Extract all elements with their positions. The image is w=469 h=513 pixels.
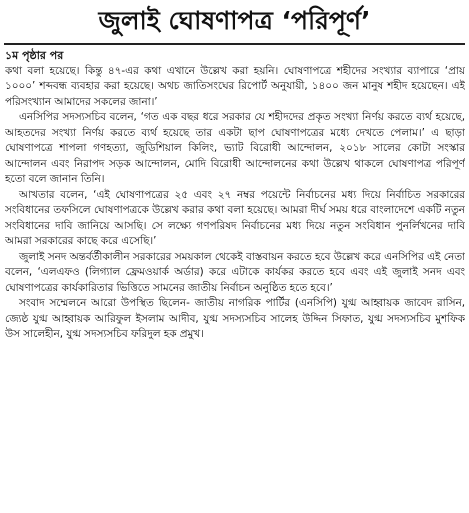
article-headline: জুলাই ঘোষণাপত্র ‘পরিপূর্ণ’ [98,6,371,35]
headline-divider [4,43,465,45]
article-paragraph-2: এনসিপির সদস্যসচিব বলেন, ‘গত এক বছর ধরে সরকার যে শহীদদের প্রকৃত সংখ্যা নির্ণয় করতে ব্যর্থ হয়েছে, আহতদের সংখ্যা নির্ণয় করতে ব্যর্থ হয়েছে তার একটা ছাপ ঘোষণাপত্রের মধ্যে দেখতে পেলাম।’ এ ছাড়া ঘোষণাপত্রে শাপলা গণহত্যা, জুডিশিয়াল কিলিং, ভ্যাট বিরোধী আন্দোলন, ২০১৮ সালের কোটা সংস্কার আন্দোলন এবং নিরাপদ সড়ক আন্দোলন, মোদি বিরোধী আন্দোলনের কথা উল্লেখ থাকলে ঘোষণাপত্র পরিপূর্ণ হতো বলে জানান তিনি। [5,111,465,185]
article-paragraph-5: সংবাদ সম্মেলনে আরো উপস্থিত ছিলেন- জাতীয় নাগরিক পার্টির (এনসিপি) যুগ্ম আহ্বায়ক জাবেদ রাসিন, জ্যেষ্ঠ যুগ্ম আহ্বায়ক আরিফুল ইসলাম আদীব, যুগ্ম সদস্যসচিব সালেহ উদ্দিন সিফাত, যুগ্ম সদস্যসচিব মুশফিক উস সালেহীন, যুগ্ম সদস্যসচিব ফরিদুল হক প্রমুখ। [5,297,465,340]
article-paragraph-3: আখতার বলেন, ‘এই ঘোষণাপত্রের ২৫ এবং ২৭ নম্বর পয়েন্টে নির্বাচনের মধ্য দিয়ে নির্বাচিত সরকারের সংবিধানের তফসিলে ঘোষণাপত্রকে উল্লেখ করার কথা বলা হয়েছে। আমরা দীর্ঘ সময় ধরে বাংলাদেশে একটি নতুন সংবিধানের দাবি জানিয়ে আসছি। সে লক্ষ্যে গণপরিষদ নির্বাচনের মধ্য দিয়ে নতুন সংবিধান পুনর্লিখনের দাবি আমরা সরকারের কাছে করে এসেছি।’ [5,188,465,247]
continuation-label: ১ম পৃষ্ঠার পর [5,49,64,62]
article-paragraph-1: কথা বলা হয়েছে। কিন্তু ৪৭-এর কথা এখানে উল্লেখ করা হয়নি। ঘোষণাপত্রে শহীদের সংখ্যার ব্যাপারে ‘প্রায় ১০০০’ শব্দবন্ধ ব্যবহার করা হয়েছে। অথচ জাতিসংঘের রিপোর্ট অনুযায়ী, ১৪০০ জন মানুষ শহীদ হয়েছেন। এই পরিসংখ্যান আমাদের সকলের জানা।’ [5,64,465,108]
article-body [5,48,465,508]
article-paragraph-4: জুলাই সনদ অন্তর্বর্তীকালীন সরকারের সময়কাল থেকেই বাস্তবায়ন করতে হবে উল্লেখ করে এনসিপির এই নেতা বলেন, ‘এলএফও (লিগ্যাল ফ্রেমওয়ার্ক অর্ডার) করে এটাকে কার্যকর করতে হবে এবং এই জুলাই সনদ এবং ঘোষণাপত্রের কার্যকারিতার ভিত্তিতে সামনের জাতীয় নির্বাচন অনুষ্ঠিত হতে হবে।’ [5,250,465,294]
